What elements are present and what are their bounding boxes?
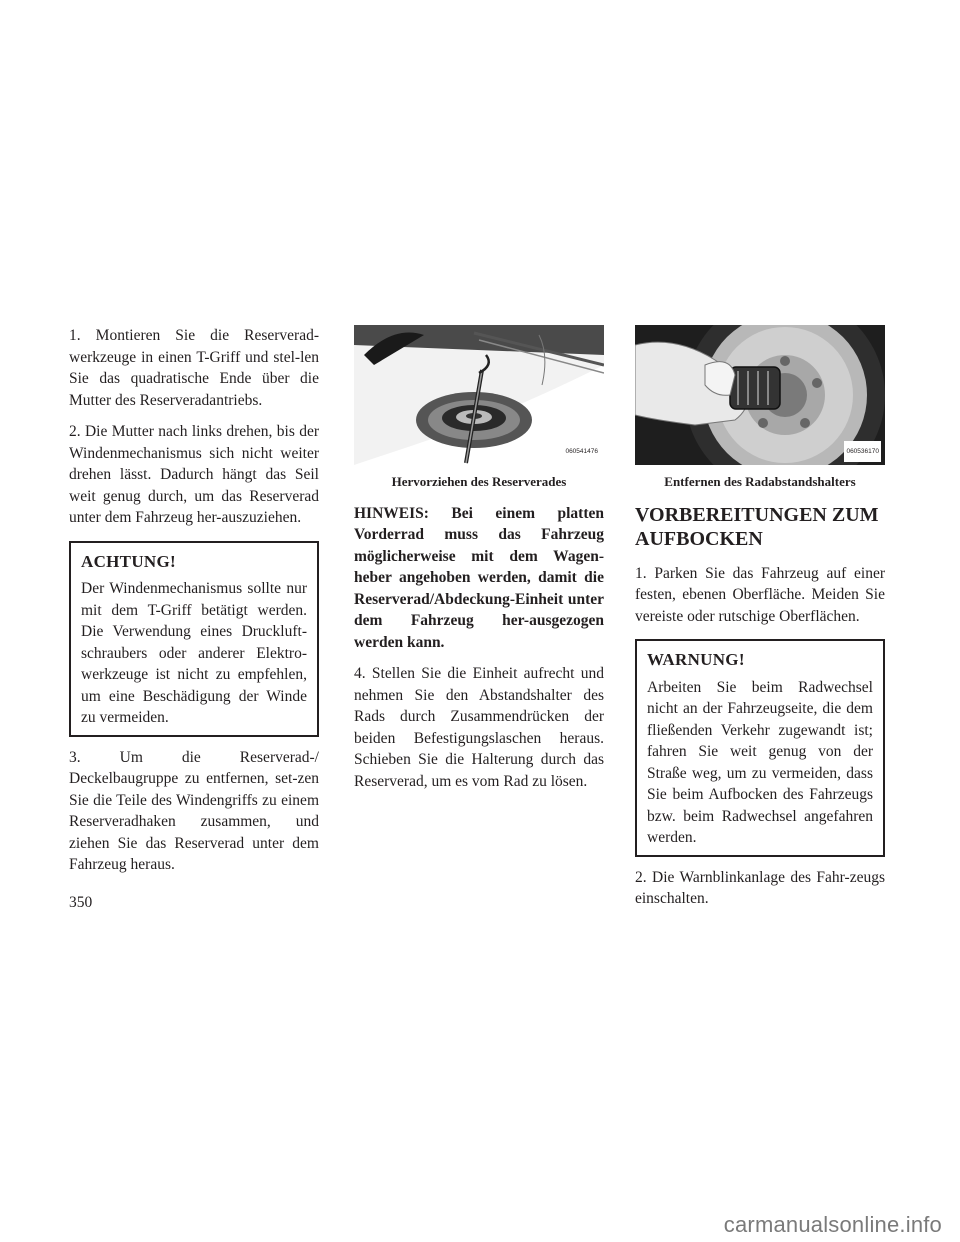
section-heading: VORBEREITUNGEN ZUM AUFBOCKEN [635, 503, 879, 550]
figure-id: 060536170 [844, 441, 881, 463]
step-3-remove-spare: 3. Um die Reserverad-/ Deckelbaugruppe zu entfernen, set-zen Sie die Teile des Windengriffs zu einem Reserveradhaken zusammen, und ziehen Sie das Reserverad unter dem Fahrzeug heraus. [69, 748, 319, 873]
warning-title: WARNUNG! [647, 650, 745, 669]
note-flat-front-tire: HINWEIS: Bei einem platten Vorderrad muss das Fahrzeug möglicherweise mit dem Wagen-heber angehoben werden, damit die Reserverad/Abdeckung-Einheit unter dem Fahrzeug her-ausgezogen werden kann. [354, 504, 604, 651]
figure-caption: Hervorziehen des Reserverades [391, 474, 567, 489]
watermark-link[interactable]: carmanualsonline.info [723, 1212, 942, 1237]
step-4-remove-spacer: 4. Stellen Sie die Einheit aufrecht und nehmen Sie den Abstandshalter des Rads durch Zusammendrücken der beiden Befestigungslaschen heraus. Schieben Sie die Halterung durch das Reserverad, um es vom Rad zu lösen. [354, 665, 604, 790]
step-1-park-vehicle: 1. Parken Sie das Fahrzeug auf einer festen, ebenen Oberfläche. Meiden Sie vereiste oder rutschige Oberflächen. [635, 564, 885, 625]
step-1-mount-tools: 1. Montieren Sie die Reserverad-werkzeuge in einen T-Griff und stel-len Sie das quadratische Ende über die Mutter des Reserveradantriebs. [69, 327, 319, 409]
page-number: 350 [69, 894, 93, 911]
warning-box [635, 639, 885, 857]
figure-caption: Entfernen des Radabstandshalters [664, 474, 856, 489]
caution-box [69, 541, 319, 737]
left-column [69, 325, 319, 886]
figure-id: 060541476 [563, 441, 600, 463]
right-column [635, 325, 885, 920]
caution-text: Der Windenmechanismus sollte nur mit dem T-Griff betätigt werden. Die Verwendung eines Druckluft-schraubers oder anderer Elektro-werkzeuge ist nicht zu empfehlen, um eine Beschädigung der Winde zu vermeiden. [81, 580, 307, 726]
step-2-hazard-lights: 2. Die Warnblinkanlage des Fahr-zeugs einschalten. [635, 868, 885, 907]
middle-column [354, 325, 604, 802]
caution-title: ACHTUNG! [81, 551, 176, 571]
figure-wheel-spacer-removal [635, 325, 885, 465]
warning-text: Arbeiten Sie beim Radwechsel nicht an der Fahrzeugseite, die dem fließenden Verkehr zugewandt ist; fahren Sie weit genug von der Straße weg, um zu vermeiden, dass Sie beim Aufbocken des Fahrzeugs bzw. beim Radwechsel angefahren werden. [647, 678, 873, 846]
figure-spare-tire-pullout [354, 325, 604, 465]
step-2-turn-nut: 2. Die Mutter nach links drehen, bis der Windenmechanismus sich nicht weiter drehen lässt. Dadurch hängt das Seil weit genug durch, um das Reserverad unter dem Fahrzeug her-auszuziehen. [69, 423, 319, 526]
